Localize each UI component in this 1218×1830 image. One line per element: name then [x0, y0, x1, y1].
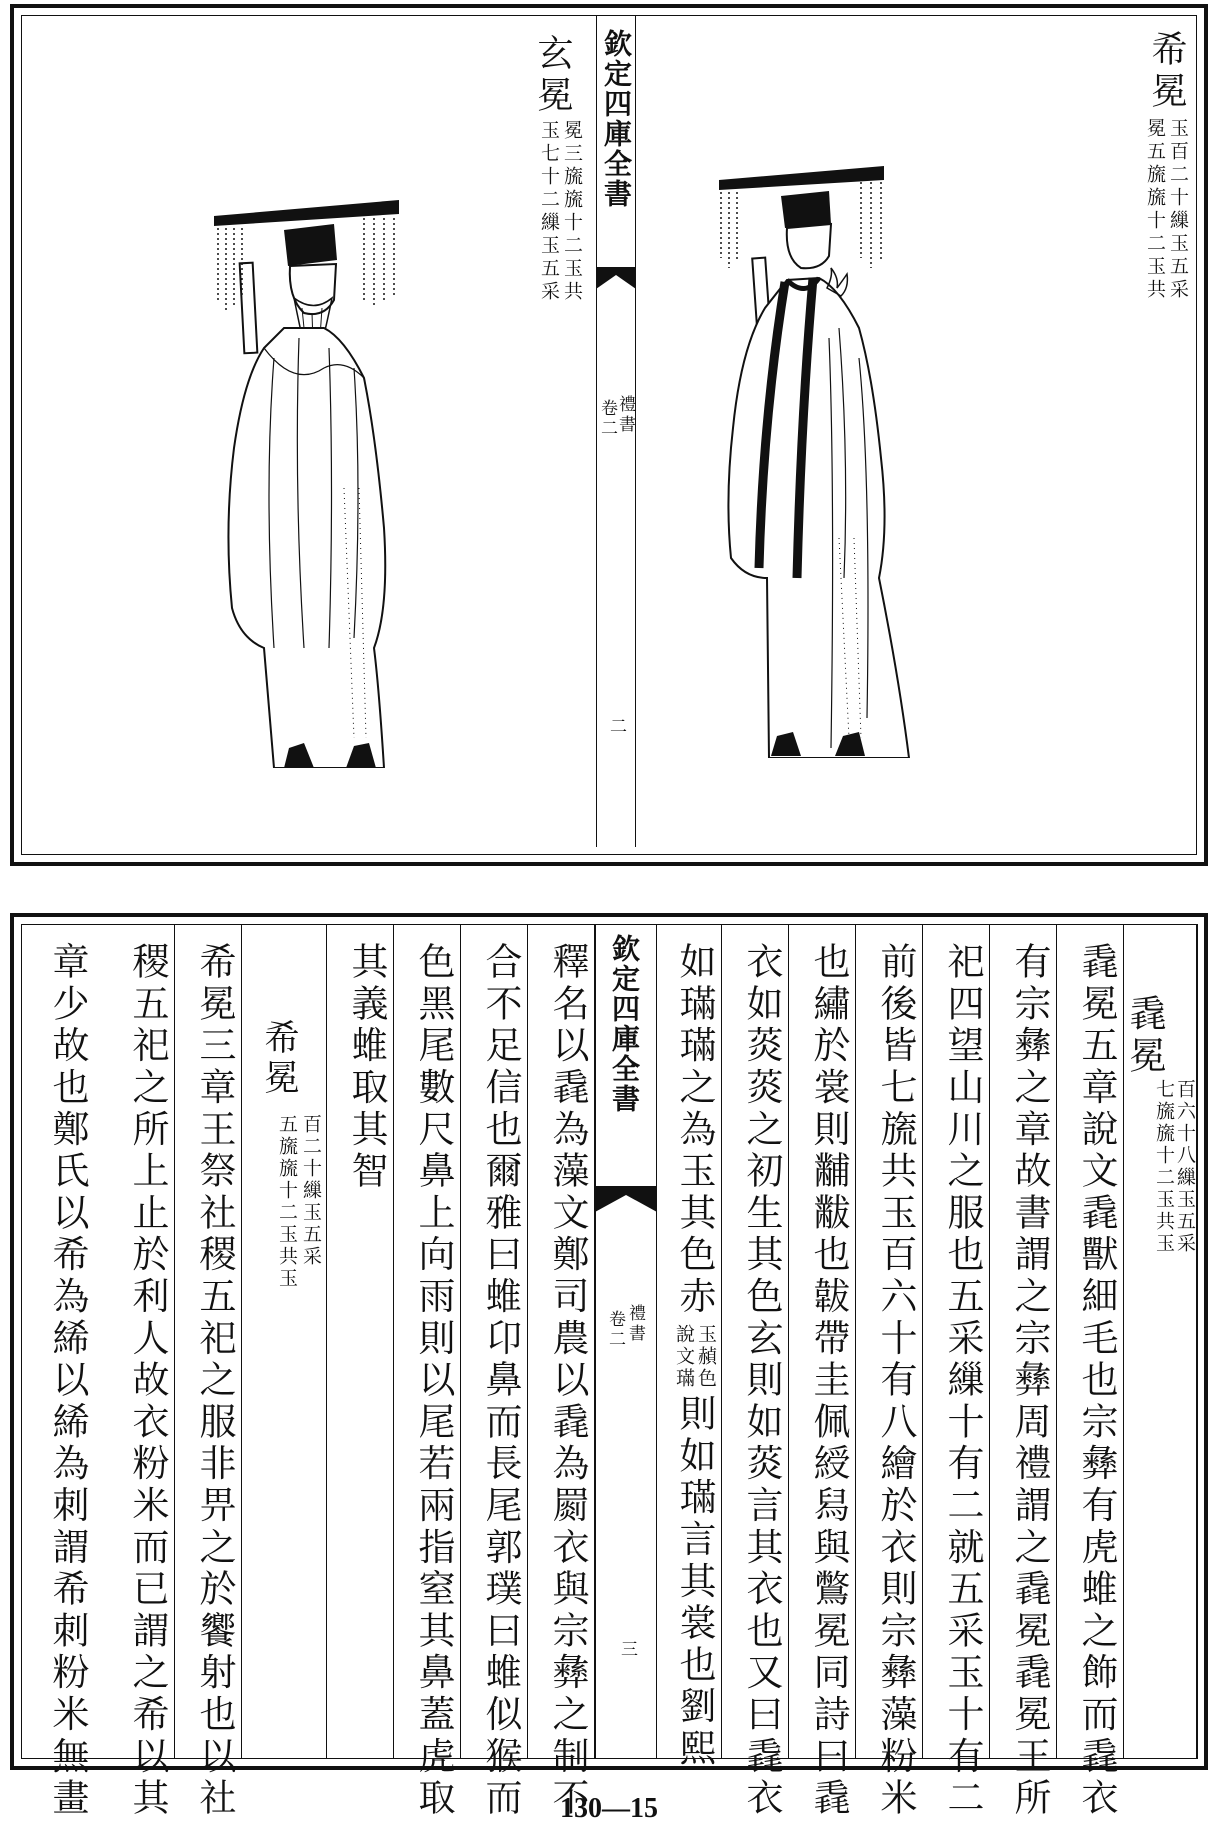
column-8: [655, 924, 722, 1771]
bottom-spine-volume: 卷二: [605, 1310, 625, 1350]
top-spine-fishtail-icon: [596, 267, 636, 293]
heading-ximian-note-2: 百二十繅玉五采: [300, 1114, 322, 1268]
column-4: [923, 924, 990, 1820]
right-caption-note-2: 玉百二十繅玉五采: [1167, 118, 1189, 302]
column-12: [327, 924, 394, 1759]
bottom-spine-title: 欽定四庫全書: [608, 934, 641, 1114]
column-text-part1: 如璊璊之為玉其色赤: [673, 942, 716, 1319]
column-1-heading: [1124, 924, 1198, 1759]
column-text: 合不足信也爾雅曰蜼卬鼻而長尾郭璞曰蜼似猴而: [479, 942, 522, 1820]
column-text: 有宗彝之章故書謂之宗彝周禮謂之毳冕毳冕王所: [1008, 942, 1051, 1820]
column-text: 毳冕五章說文毳獸細毛也宗彝有虎蜼之飾而毳衣: [1075, 942, 1118, 1820]
page-number: 130—15: [560, 1793, 658, 1824]
column-14: [175, 924, 242, 1820]
column-text: 稷五祀之所上止於利人故衣粉米而已謂之希以其: [126, 942, 169, 1820]
heading-cuimian-note-1: 七旒旒十二玉共玉: [1153, 1079, 1175, 1255]
bottom-spine: [595, 924, 657, 1759]
top-spine-title: 欽定四庫全書: [600, 29, 633, 209]
column-11: [394, 924, 461, 1820]
heading-ximian-title: 希冕: [259, 1019, 299, 1099]
top-page-frame: [10, 4, 1208, 866]
column-16: [21, 924, 108, 1820]
left-caption-title: 玄冕: [532, 34, 573, 118]
top-spine-volume: 卷二: [597, 399, 617, 439]
column-6: [789, 924, 856, 1820]
column-9: [528, 924, 595, 1820]
bottom-spine-folio: 三: [617, 1640, 637, 1660]
column-15: [108, 924, 175, 1820]
column-text: 色黑尾數尺鼻上向雨則以尾若兩指窒其鼻蓋虎取: [412, 942, 455, 1820]
column-text: 希冕三章王祭社稷五祀之服非畀之於饗射也以社: [193, 942, 236, 1820]
column-text-part2: 則如璊言其裳也劉熙: [673, 1394, 716, 1771]
column-5: [856, 924, 923, 1820]
heading-cuimian-note-2: 百六十八繅玉五采: [1174, 1079, 1196, 1255]
bottom-spine-fishtail-icon: [595, 1186, 657, 1216]
column-8-note-1: 說文璊: [673, 1324, 695, 1390]
column-10: [461, 924, 528, 1820]
heading-ximian-note-1: 五旒旒十二玉共玉: [276, 1114, 298, 1290]
official-dark-trim-illustration: [709, 158, 949, 758]
column-3: [990, 924, 1057, 1820]
top-spine-book: 禮書: [615, 395, 635, 435]
column-13-heading: [242, 924, 327, 1759]
left-caption-note-2: 玉七十二繅玉五采: [538, 120, 560, 304]
right-caption-note-1: 冕五旒旒十二玉共: [1144, 118, 1166, 302]
column-text: 其義蜼取其智: [345, 942, 388, 1193]
top-spine-folio: 二: [606, 717, 626, 737]
bottom-spine-book: 禮書: [625, 1304, 645, 1344]
column-text: 章少故也鄭氏以希為絺以絺為刺謂希刺粉米無畫: [46, 942, 89, 1820]
column-text: 前後皆七旒共玉百六十有八繪於衣則宗彝藻粉米: [874, 942, 917, 1820]
column-text: 祀四望山川之服也五采繅十有二就五采玉十有二: [941, 942, 984, 1820]
left-caption-note-1: 冕三旒旒十二玉共: [561, 120, 583, 304]
top-spine: [596, 15, 636, 847]
bearded-official-illustration: [204, 188, 464, 768]
column-2: [1057, 924, 1124, 1820]
column-7: [722, 924, 789, 1820]
heading-cuimian-title: 毳冕: [1123, 994, 1166, 1078]
column-text: 衣如菼菼之初生其色玄則如菼言其衣也又曰毳衣: [740, 942, 783, 1820]
right-caption-title: 希冕: [1146, 30, 1187, 114]
column-8-note-2: 玉赬色: [695, 1324, 717, 1390]
column-text: 釋名以毳為藻文鄭司農以毳為罽衣與宗彝之制不: [546, 942, 589, 1820]
column-text: 也繡於裳則黼黻也韍帶圭佩綬舄與鷩冕同詩曰毳: [807, 942, 850, 1820]
